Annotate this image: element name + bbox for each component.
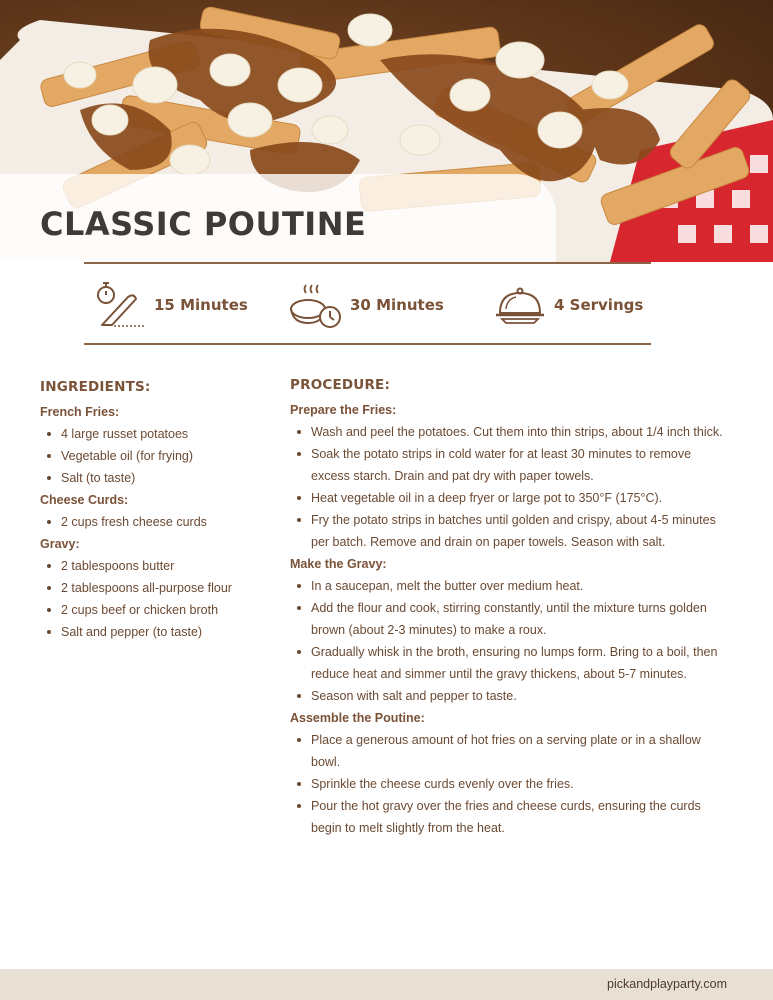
ingredient-list (40, 511, 280, 533)
ingredient-list (40, 555, 280, 643)
procedure-group-title: Assemble the Poutine: (290, 711, 425, 725)
list-item: In a saucepan, melt the butter over medium heat. (290, 575, 730, 597)
page-title: CLASSIC POUTINE (40, 205, 367, 243)
list-item: Heat vegetable oil in a deep fryer or large pot to 350°F (175°C). (290, 487, 730, 509)
ingredient-group-title: French Fries: (40, 405, 120, 419)
list-item: Sprinkle the cheese curds evenly over the fries. (290, 773, 730, 795)
servings (492, 276, 643, 334)
procedure-heading: PROCEDURE: (290, 377, 391, 393)
ingredient-list (40, 423, 280, 489)
website-link[interactable]: pickandplayparty.com (607, 977, 727, 991)
list-item: Gradually whisk in the broth, ensuring no lumps form. Bring to a boil, then reduce heat and simmer until the gravy thickens, about 5-7 minutes. (290, 641, 730, 685)
list-item: Add the flour and cook, stirring constantly, until the mixture turns golden brown (about 2-3 minutes) to make a roux. (290, 597, 730, 641)
list-item: Season with salt and pepper to taste. (290, 685, 730, 707)
divider-top (84, 262, 651, 264)
procedure-list (290, 729, 730, 839)
list-item: Place a generous amount of hot fries on a serving plate or in a shallow bowl. (290, 729, 730, 773)
ingredients-heading: INGREDIENTS: (40, 379, 151, 395)
list-item: Fry the potato strips in batches until golden and crispy, about 4-5 minutes per batch. Remove and drain on paper towels. Season with salt. (290, 509, 730, 553)
list-item: 2 tablespoons all-purpose flour (40, 577, 280, 599)
list-item: Salt (to taste) (40, 467, 280, 489)
divider-bottom (84, 343, 651, 345)
prep-time-label: 15 Minutes (154, 296, 248, 314)
servings-label: 4 Servings (554, 296, 644, 314)
cook-time (288, 276, 444, 334)
procedure-section (290, 374, 730, 839)
ingredients-section (40, 376, 280, 643)
list-item: Vegetable oil (for frying) (40, 445, 280, 467)
timer-knife-icon (92, 279, 148, 331)
procedure-group-title: Prepare the Fries: (290, 403, 397, 417)
footer-bar (0, 969, 773, 1000)
prep-time (92, 276, 248, 334)
procedure-group-title: Make the Gravy: (290, 557, 387, 571)
list-item: 4 large russet potatoes (40, 423, 280, 445)
list-item: Salt and pepper (to taste) (40, 621, 280, 643)
pan-clock-icon (288, 279, 344, 331)
serving-cloche-icon (492, 279, 548, 331)
procedure-list (290, 575, 730, 707)
procedure-list (290, 421, 730, 553)
list-item: 2 tablespoons butter (40, 555, 280, 577)
cook-time-label: 30 Minutes (350, 296, 444, 314)
list-item: Pour the hot gravy over the fries and cheese curds, ensuring the curds begin to melt slightly from the heat. (290, 795, 730, 839)
list-item: Wash and peel the potatoes. Cut them into thin strips, about 1/4 inch thick. (290, 421, 730, 443)
ingredient-group-title: Gravy: (40, 537, 80, 551)
ingredient-group-title: Cheese Curds: (40, 493, 129, 507)
list-item: 2 cups beef or chicken broth (40, 599, 280, 621)
list-item: Soak the potato strips in cold water for at least 30 minutes to remove excess starch. Drain and pat dry with paper towels. (290, 443, 730, 487)
list-item: 2 cups fresh cheese curds (40, 511, 280, 533)
